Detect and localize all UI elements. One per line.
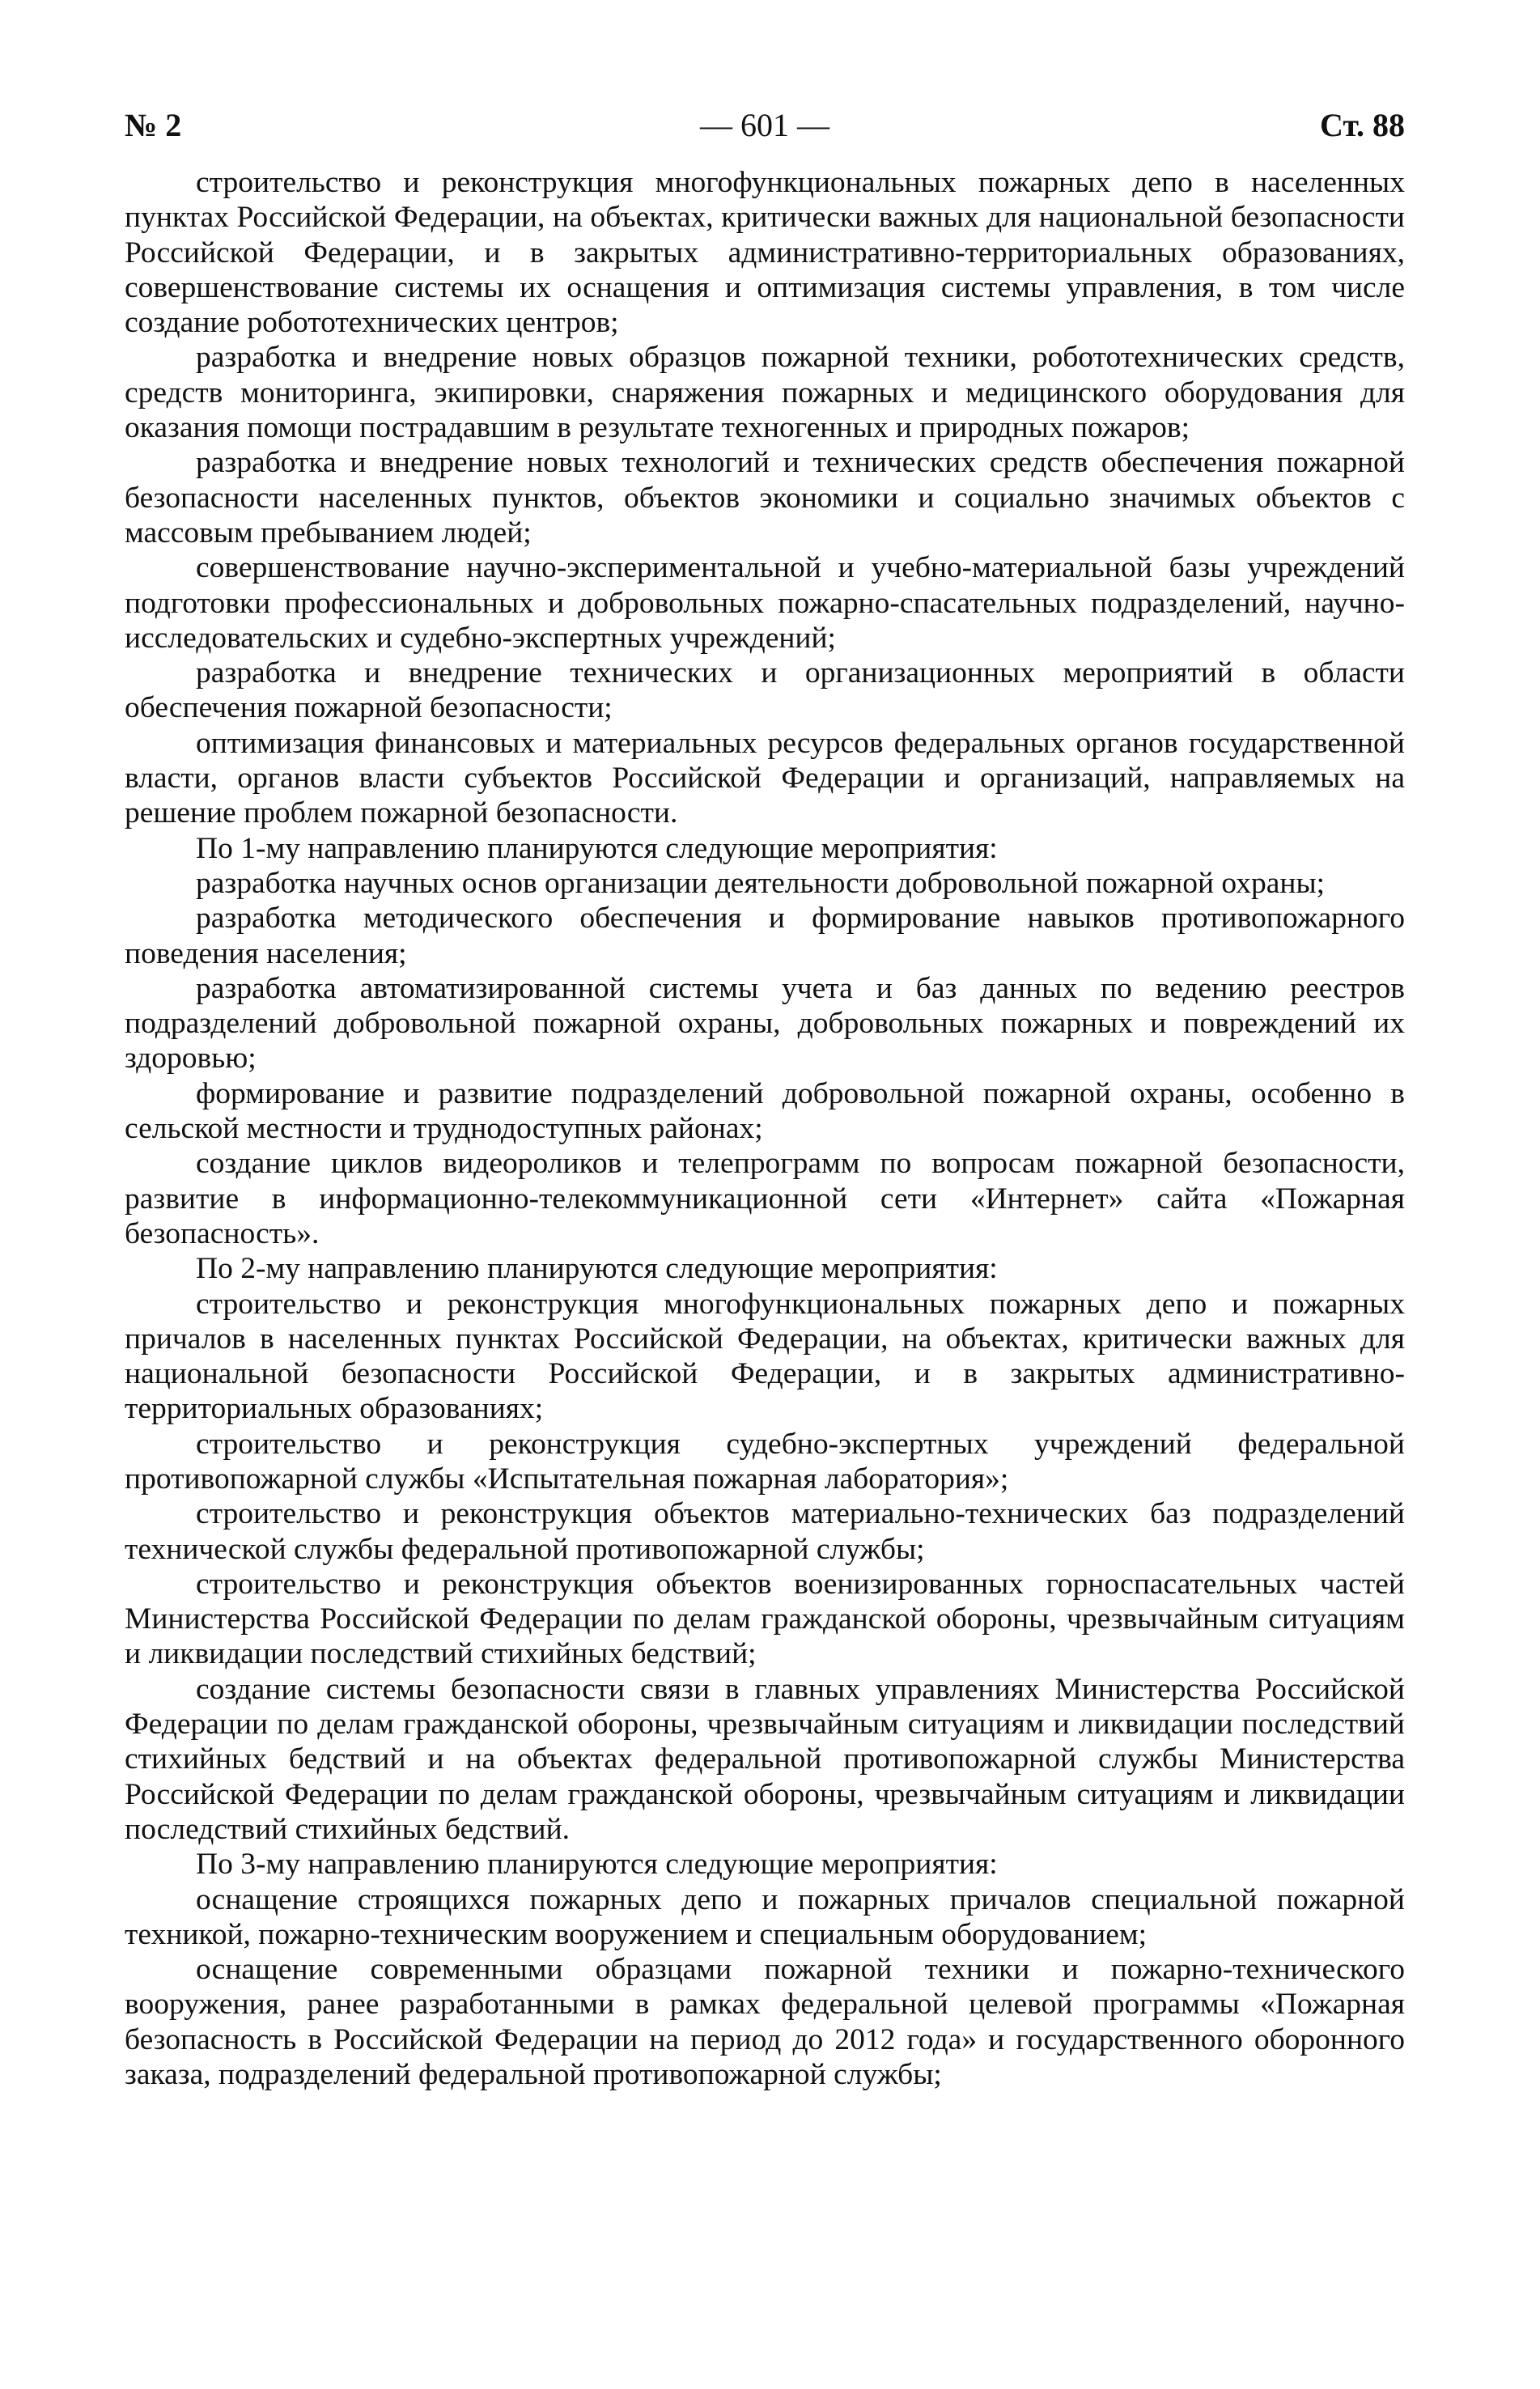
article-number: Ст. 88 bbox=[1320, 107, 1405, 143]
paragraph: строительство и реконструкция многофункциональных пожарных депо и пожарных причалов в населенных пунктах Российской Федерации, на объектах, критически важных для национальной безопасности Российской Федерации, и в закрытых административно-территориальных образованиях; bbox=[125, 1287, 1405, 1426]
paragraph: разработка и внедрение технических и организационных мероприятий в области обеспечения пожарной безопасности; bbox=[125, 656, 1405, 725]
page-number: — 601 — bbox=[700, 107, 829, 143]
paragraph: разработка автоматизированной системы учета и баз данных по ведению реестров подразделений добровольной пожарной охраны, добровольных пожарных и повреждений их здоровью; bbox=[125, 971, 1405, 1076]
paragraph: разработка научных основ организации деятельности добровольной пожарной охраны; bbox=[196, 866, 1326, 900]
paragraph: строительство и реконструкция многофункциональных пожарных депо в населенных пунктах Российской Федерации, на объектах, критически важных для национальной безопасности Российской Федерации, и в закрытых административно-территориальных образованиях, совершенствование системы их оснащения и оптимизация системы управления, в том числе создание робототехнических центров; bbox=[125, 166, 1405, 340]
paragraph: строительство и реконструкция объектов военизированных горноспасательных частей Министерства Российской Федерации по делам гражданской обороны, чрезвычайным ситуациям и ликвидации последствий стихийных бедствий; bbox=[125, 1567, 1405, 1671]
paragraph: совершенствование научно-экспериментальной и учебно-материальной базы учреждений подготовки профессиональных и добровольных пожарно-спасательных подразделений, научно-исследовательских и судебно-экспертных учреждений; bbox=[125, 551, 1405, 655]
paragraph: разработка методического обеспечения и формирование навыков противопожарного поведения населения; bbox=[125, 902, 1405, 970]
paragraph: разработка и внедрение новых образцов пожарной техники, робототехнических средств, средств мониторинга, экипировки, снаряжения пожарных и медицинского оборудования для оказания помощи пострадавшим в результате техногенных и природных пожаров; bbox=[125, 341, 1405, 445]
section-intro: По 1-му направлению планируются следующие мероприятия: bbox=[196, 831, 998, 865]
paragraph: строительство и реконструкция объектов материально-технических баз подразделений технической службы федеральной противопожарной службы; bbox=[125, 1497, 1405, 1566]
paragraph: разработка и внедрение новых технологий и технических средств обеспечения пожарной безопасности населенных пунктов, объектов экономики и социально значимых объектов с массовым пребыванием людей; bbox=[125, 446, 1405, 550]
paragraph: оснащение строящихся пожарных депо и пожарных причалов специальной пожарной техникой, пожарно-техническим вооружением и специальным оборудованием; bbox=[125, 1882, 1405, 1951]
issue-number: № 2 bbox=[125, 107, 182, 143]
paragraph: оптимизация финансовых и материальных ресурсов федеральных органов государственной власти, органов власти субъектов Российской Федерации и организаций, направляемых на решение проблем пожарной безопасности. bbox=[125, 726, 1405, 830]
paragraph: формирование и развитие подразделений добровольной пожарной охраны, особенно в сельской местности и труднодоступных районах; bbox=[125, 1076, 1405, 1146]
paragraph: оснащение современными образцами пожарной техники и пожарно-технического вооружения, ранее разработанными в рамках федеральной целевой программы «Пожарная безопасность в Российской Федерации на период до 2012 года» и государственного оборонного заказа, подразделений федеральной противопожарной службы; bbox=[125, 1953, 1405, 2092]
document-page bbox=[125, 95, 1405, 2361]
paragraph: строительство и реконструкция судебно-экспертных учреждений федеральной противопожарной службы «Испытательная пожарная лаборатория»; bbox=[125, 1427, 1405, 1496]
paragraph: создание системы безопасности связи в главных управлениях Министерства Российской Федерации по делам гражданской обороны, чрезвычайным ситуациям и ликвидации последствий стихийных бедствий и на объектах федеральной противопожарной службы Министерства Российской Федерации по делам гражданской обороны, чрезвычайным ситуациям и ликвидации последствий стихийных бедствий. bbox=[125, 1672, 1405, 1846]
document-body bbox=[125, 165, 1405, 2092]
section-intro: По 2-му направлению планируются следующие мероприятия: bbox=[196, 1252, 998, 1286]
page-header bbox=[125, 95, 1405, 155]
section-intro: По 3-му направлению планируются следующие мероприятия: bbox=[196, 1848, 998, 1882]
paragraph: создание циклов видеороликов и телепрограмм по вопросам пожарной безопасности, развитие в информационно-телекоммуникационной сети «Интернет» сайта «Пожарная безопасность». bbox=[125, 1147, 1405, 1250]
